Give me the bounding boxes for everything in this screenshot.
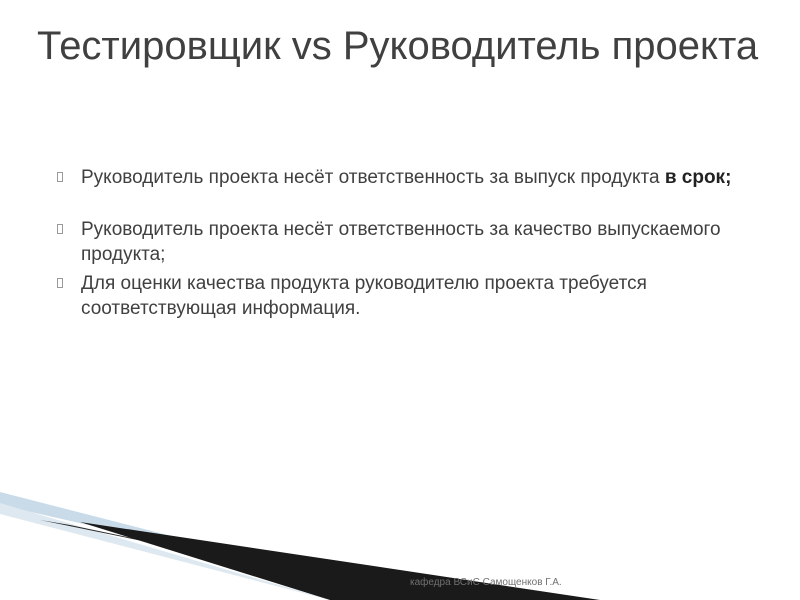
hollow-square-bullet-icon xyxy=(57,224,63,234)
swoosh-dark-band-2 xyxy=(80,522,600,600)
slide-title: Тестировщик vs Руководитель проекта xyxy=(37,24,759,68)
bullet-item xyxy=(56,217,756,267)
hollow-square-bullet-icon xyxy=(57,172,63,182)
footer-caption: кафедра ВСиС Самощенков Г.А. xyxy=(410,577,562,588)
bullet-item xyxy=(56,271,756,321)
bullet-text: Для оценки качества продукта руководителю проекта требуется соответствующая информация. xyxy=(81,273,647,319)
bullet-text: Руководитель проекта несёт ответственность за качество выпускаемого продукта; xyxy=(81,219,721,265)
hollow-square-bullet-icon xyxy=(57,278,63,288)
bullet-text-tail: ; xyxy=(725,167,732,188)
bullet-text: Руководитель проекта несёт ответственность за выпуск продукта xyxy=(81,167,665,188)
bullet-text-bold: в срок xyxy=(664,167,726,188)
bullet-item xyxy=(56,165,756,190)
bullet-list xyxy=(56,165,756,321)
